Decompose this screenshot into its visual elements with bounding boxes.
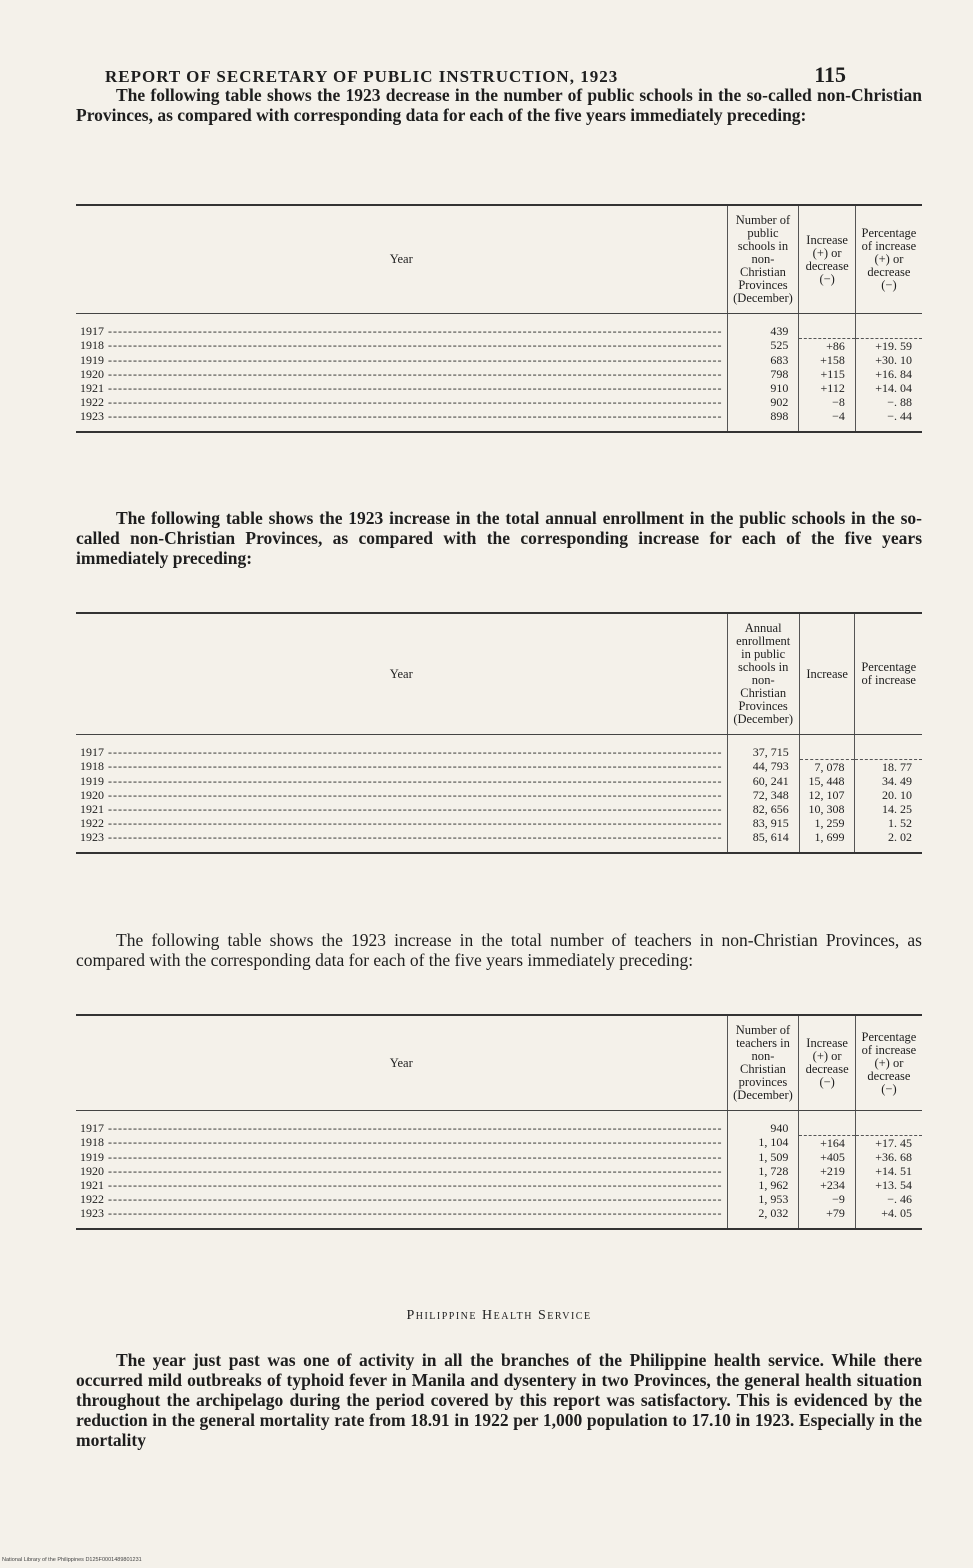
table-row (76, 1150, 922, 1164)
column-header: Increase (799, 613, 855, 735)
table-cell-year: 1918 ----- (76, 338, 727, 353)
column-header: Year (76, 613, 727, 735)
table-cell-value: 910 (727, 381, 799, 395)
table-cell-value: 2, 032 (727, 1206, 799, 1229)
table-cell-change (799, 735, 855, 760)
table-cell-value: 1, 962 (727, 1178, 799, 1192)
schools-table (76, 204, 922, 433)
table-cell-change: 7, 078 (799, 759, 855, 774)
intro-paragraph-3: The following table shows the 1923 increase in the total number of teachers in non-Christian Provinces, as compared with the corresponding data for each of the five years immediately preceding: (76, 930, 922, 970)
table-cell-year: 1921 ----- (76, 1178, 727, 1192)
table-cell-year: 1918 ----- (76, 1135, 727, 1150)
table-cell-pct (855, 735, 922, 760)
table-cell-year: 1919 ----- (76, 774, 727, 788)
table-cell-year: 1922 ----- (76, 1192, 727, 1206)
table-row (76, 1164, 922, 1178)
table-cell-change (799, 314, 855, 339)
table-cell-value: 902 (727, 395, 799, 409)
table-cell-value: 44, 793 (727, 759, 799, 774)
table-cell-pct: +16. 84 (855, 367, 922, 381)
section-title: Philippine Health Service (406, 1308, 592, 1323)
table-row (76, 735, 922, 760)
column-header: Percentage of increase (+) or decrease (−) (855, 1015, 922, 1111)
column-header: Year (76, 205, 727, 314)
table-cell-pct: +30. 10 (855, 353, 922, 367)
table-row (76, 802, 922, 816)
table-cell-change: +405 (799, 1150, 855, 1164)
table-cell-year: 1919 ----- (76, 353, 727, 367)
table-cell-value: 60, 241 (727, 774, 799, 788)
table-cell-value: 798 (727, 367, 799, 381)
table-cell-pct: +13. 54 (855, 1178, 922, 1192)
table-cell-change: −4 (799, 409, 855, 432)
table-cell-change: 15, 448 (799, 774, 855, 788)
table-cell-pct: +14. 04 (855, 381, 922, 395)
table-cell-year: 1917 ----- (76, 314, 727, 339)
intro-paragraph-2: The following table shows the 1923 increase in the total annual enrollment in the public schools in the so-called non-Christian Provinces, as compared with the corresponding increase for each of the five years immediately preceding: (76, 508, 922, 568)
table-cell-value: 898 (727, 409, 799, 432)
table-cell-year: 1922 ----- (76, 816, 727, 830)
table-cell-year: 1919 ----- (76, 1150, 727, 1164)
table-cell-change: +79 (799, 1206, 855, 1229)
table-cell-change (799, 1111, 855, 1136)
table-cell-change: +234 (799, 1178, 855, 1192)
intro-paragraph-1: The following table shows the 1923 decrease in the number of public schools in the so-called non-Christian Provinces, as compared with corresponding data for each of the five years immediately preceding: (76, 85, 922, 125)
table-cell-year: 1921 ----- (76, 802, 727, 816)
page-number: 115 (814, 62, 846, 87)
table-cell-year: 1920 ----- (76, 788, 727, 802)
table-cell-pct: +17. 45 (855, 1135, 922, 1150)
enrollment-table (76, 612, 922, 854)
table-cell-value: 525 (727, 338, 799, 353)
table-row (76, 353, 922, 367)
table-header-row (76, 1015, 922, 1111)
table-cell-year: 1922 ----- (76, 395, 727, 409)
table-cell-change: +115 (799, 367, 855, 381)
table-cell-change: −9 (799, 1192, 855, 1206)
table-cell-pct: 14. 25 (855, 802, 922, 816)
table-cell-value: 72, 348 (727, 788, 799, 802)
table-cell-pct: −. 44 (855, 409, 922, 432)
column-header: Percentage of increase (+) or decrease (−) (855, 205, 922, 314)
table-cell-value: 1, 728 (727, 1164, 799, 1178)
table-row (76, 338, 922, 353)
column-header: Number of teachers in non-Christian provinces (December) (727, 1015, 799, 1111)
table-cell-pct: −. 88 (855, 395, 922, 409)
table-row (76, 367, 922, 381)
table-row (76, 409, 922, 432)
health-service-paragraph: The year just past was one of activity in all the branches of the Philippine health service. While there occurred mild outbreaks of typhoid fever in Manila and dysentery in two Provinces, the general health situation throughout the archipelago during the period covered by this report was satisfactory. This is evidenced by the reduction in the general mortality rate from 18.91 in 1922 per 1,000 population to 17.10 in 1923. Especially in the mortality (76, 1350, 922, 1450)
table-cell-pct: +4. 05 (855, 1206, 922, 1229)
table-header-row (76, 205, 922, 314)
column-header: Number of public schools in non-Christian Provinces (December) (727, 205, 799, 314)
table-cell-year: 1917 ----- (76, 735, 727, 760)
table-cell-pct (855, 1111, 922, 1136)
table-cell-change: +158 (799, 353, 855, 367)
table-cell-value: 1, 509 (727, 1150, 799, 1164)
table-cell-pct (855, 314, 922, 339)
table-cell-year: 1917 ----- (76, 1111, 727, 1136)
table-cell-pct: 2. 02 (855, 830, 922, 853)
table-cell-change: 12, 107 (799, 788, 855, 802)
table-row (76, 1206, 922, 1229)
table-row (76, 830, 922, 853)
table-row (76, 788, 922, 802)
table-cell-year: 1920 ----- (76, 367, 727, 381)
table-cell-pct: 20. 10 (855, 788, 922, 802)
table-cell-pct: +14. 51 (855, 1164, 922, 1178)
table-cell-change: 1, 259 (799, 816, 855, 830)
table-cell-change: 10, 308 (799, 802, 855, 816)
table-cell-year: 1923 ----- (76, 1206, 727, 1229)
footer-note: National Library of the Philippines D125F0001489801231 (2, 1557, 142, 1563)
table-cell-year: 1923 ----- (76, 409, 727, 432)
table-cell-value: 37, 715 (727, 735, 799, 760)
column-header: Year (76, 1015, 727, 1111)
column-header: Percentage of increase (855, 613, 922, 735)
table-cell-change: +219 (799, 1164, 855, 1178)
table-cell-change: 1, 699 (799, 830, 855, 853)
table-cell-value: 940 (727, 1111, 799, 1136)
table-cell-pct: +19. 59 (855, 338, 922, 353)
table-cell-change: +164 (799, 1135, 855, 1150)
running-head-title: REPORT OF SECRETARY OF PUBLIC INSTRUCTION, 1923 (105, 67, 619, 86)
table-row (76, 774, 922, 788)
table-header-row (76, 613, 922, 735)
column-header: Increase (+) or decrease (−) (799, 205, 855, 314)
table-row (76, 816, 922, 830)
table-row (76, 1192, 922, 1206)
table-cell-value: 82, 656 (727, 802, 799, 816)
table-cell-year: 1921 ----- (76, 381, 727, 395)
table-cell-year: 1923 ----- (76, 830, 727, 853)
table-cell-pct: 34. 49 (855, 774, 922, 788)
table-cell-change: +112 (799, 381, 855, 395)
table-row (76, 1178, 922, 1192)
table-row (76, 1111, 922, 1136)
table-cell-year: 1920 ----- (76, 1164, 727, 1178)
table-cell-change: −8 (799, 395, 855, 409)
table-cell-value: 439 (727, 314, 799, 339)
table-cell-value: 683 (727, 353, 799, 367)
table-cell-value: 1, 104 (727, 1135, 799, 1150)
table-row (76, 395, 922, 409)
table-cell-pct: +36. 68 (855, 1150, 922, 1164)
table-cell-year: 1918 ----- (76, 759, 727, 774)
table-row (76, 759, 922, 774)
table-cell-value: 1, 953 (727, 1192, 799, 1206)
table-cell-value: 83, 915 (727, 816, 799, 830)
table-cell-value: 85, 614 (727, 830, 799, 853)
column-header: Increase (+) or decrease (−) (799, 1015, 855, 1111)
table-cell-change: +86 (799, 338, 855, 353)
teachers-table (76, 1014, 922, 1230)
table-row (76, 381, 922, 395)
column-header: Annual enrollment in public schools in non-Christian Provinces (December) (727, 613, 799, 735)
table-cell-pct: 18. 77 (855, 759, 922, 774)
table-cell-pct: 1. 52 (855, 816, 922, 830)
table-row (76, 314, 922, 339)
table-row (76, 1135, 922, 1150)
table-cell-pct: −. 46 (855, 1192, 922, 1206)
